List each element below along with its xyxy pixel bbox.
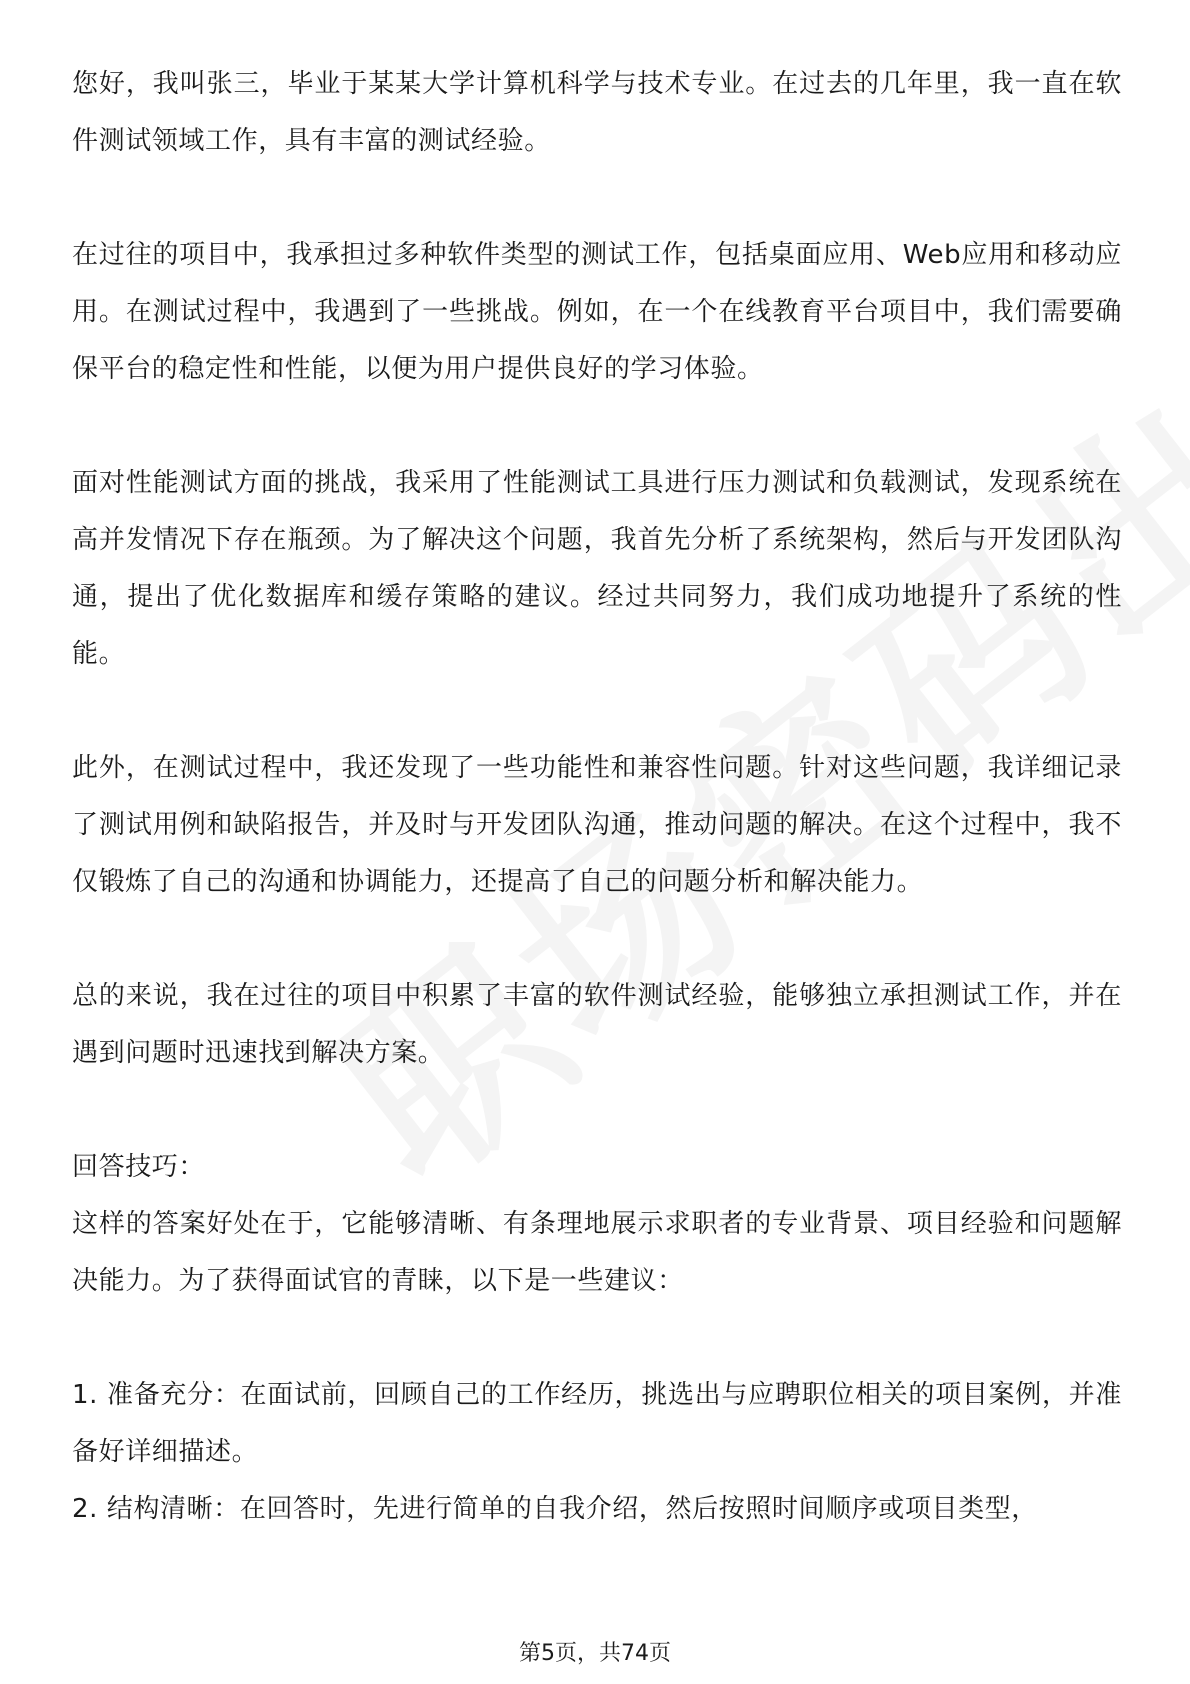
tips-heading: 回答技巧：	[72, 1152, 206, 1182]
tips-item-2: 2. 结构清晰：在回答时，先进行简单的自我介绍，然后按照时间顺序或项目类型，	[72, 1494, 1038, 1524]
paragraph-issues: 此外，在测试过程中，我还发现了一些功能性和兼容性问题。针对这些问题，我详细记录了测试用例和缺陷报告，并及时与开发团队沟通，推动问题的解决。在这个过程中，我不仅锻炼了自己的沟通和协调能力，还提高了自己的问题分析和解决能力。	[72, 753, 1122, 897]
paragraph-projects: 在过往的项目中，我承担过多种软件类型的测试工作，包括桌面应用、Web应用和移动应用。在测试过程中，我遇到了一些挑战。例如，在一个在线教育平台项目中，我们需要确保平台的稳定性和性能，以便为用户提供良好的学习体验。	[72, 240, 1122, 384]
main-content	[72, 56, 1122, 1538]
tips-item-1: 1. 准备充分：在面试前，回顾自己的工作经历，挑选出与应聘职位相关的项目案例，并准备好详细描述。	[72, 1380, 1122, 1467]
page-number: 第5页，共74页	[519, 1641, 671, 1666]
paragraph-intro: 您好，我叫张三，毕业于某某大学计算机科学与技术专业。在过去的几年里，我一直在软件测试领域工作，具有丰富的测试经验。	[72, 69, 1122, 156]
paragraph-performance: 面对性能测试方面的挑战，我采用了性能测试工具进行压力测试和负载测试，发现系统在高并发情况下存在瓶颈。为了解决这个问题，我首先分析了系统架构，然后与开发团队沟通，提出了优化数据库和缓存策略的建议。经过共同努力，我们成功地提升了系统的性能。	[72, 468, 1122, 669]
tips-intro: 这样的答案好处在于，它能够清晰、有条理地展示求职者的专业背景、项目经验和问题解决能力。为了获得面试官的青睐，以下是一些建议：	[72, 1209, 1122, 1296]
paragraph-summary: 总的来说，我在过往的项目中积累了丰富的软件测试经验，能够独立承担测试工作，并在遇到问题时迅速找到解决方案。	[72, 981, 1122, 1068]
